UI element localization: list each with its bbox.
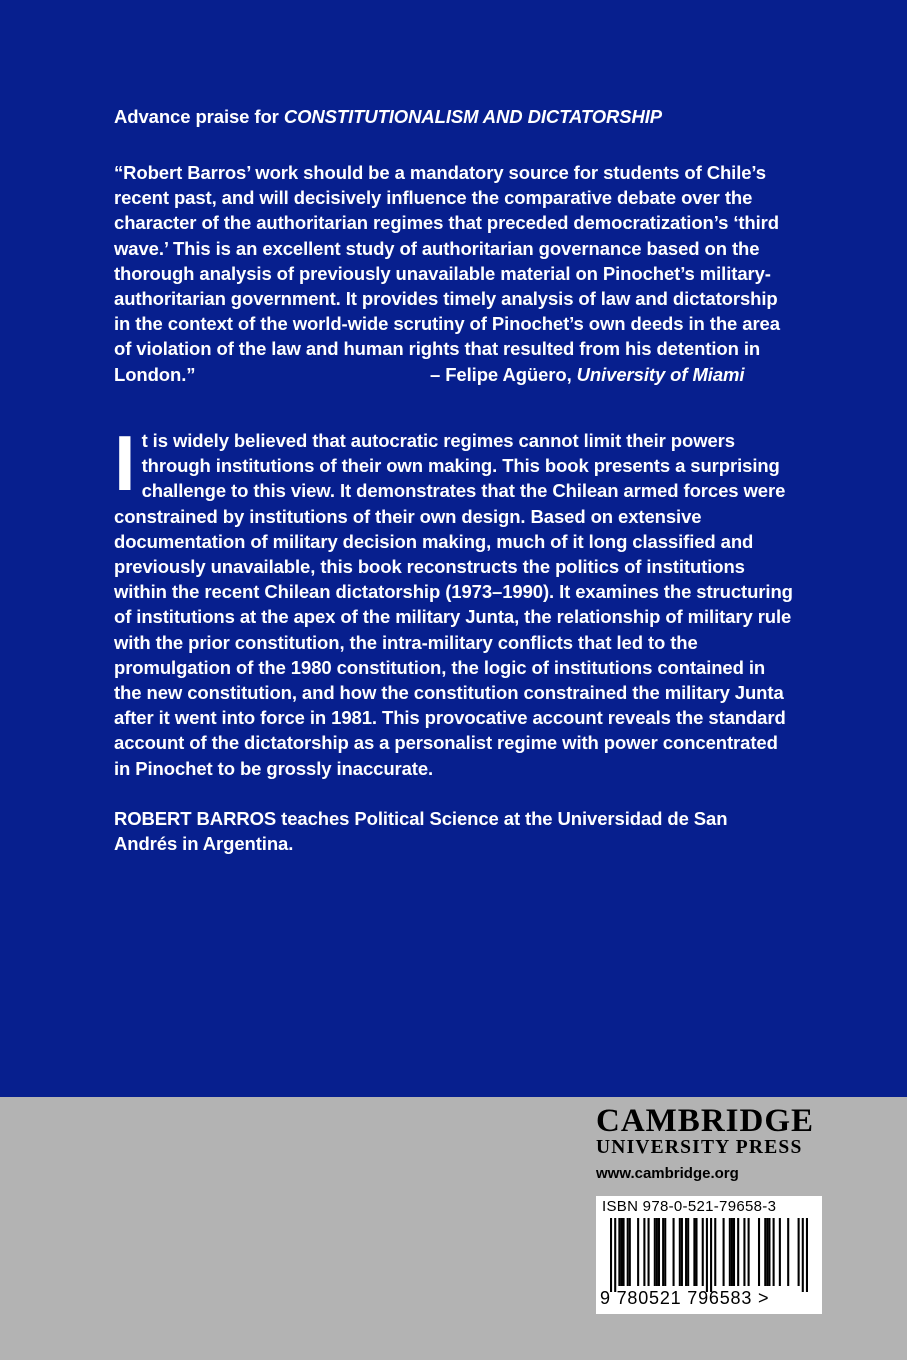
publisher-logo <box>596 1103 826 1185</box>
barcode-bar <box>637 1218 639 1286</box>
barcode-bar <box>610 1218 612 1292</box>
barcode-bar <box>643 1218 645 1286</box>
barcode-bar <box>618 1218 620 1286</box>
barcode-bar <box>748 1218 750 1286</box>
barcode-bar <box>693 1218 695 1286</box>
barcode-bar <box>658 1218 660 1286</box>
publisher-subname: UNIVERSITY PRESS <box>596 1137 803 1158</box>
publisher-url: www.cambridge.org <box>596 1165 739 1182</box>
barcode-bar <box>768 1218 770 1286</box>
barcode-bar <box>737 1218 739 1286</box>
barcode-bar <box>714 1218 716 1286</box>
barcode-bars <box>610 1218 808 1292</box>
barcode-bar <box>766 1218 768 1286</box>
barcode-bar <box>673 1218 675 1286</box>
barcode-bar <box>731 1218 733 1286</box>
barcode-bar <box>702 1218 704 1286</box>
barcode-bar <box>758 1218 760 1286</box>
barcode-bar <box>654 1218 656 1286</box>
author-bio: ROBERT BARROS teaches Political Science at the Universidad de San Andrés in Argentina. <box>114 808 728 855</box>
barcode-bar <box>779 1218 781 1286</box>
barcode-bar <box>729 1218 731 1286</box>
barcode-bar <box>695 1218 697 1286</box>
barcode-bar <box>764 1218 766 1286</box>
barcode-bar <box>679 1218 681 1286</box>
barcode-bar <box>648 1218 650 1286</box>
book-description: It is widely believed that autocratic regimes cannot limit their powers through institutions of their own making. This book presents a surprising challenge to this view. It demonstrates that the Chilean armed forces were constrained by institutions of their own design. Based on extensive documentation of military decision making, much of it long classified and previously unavailable, this book reconstructs the politics of institutions within the recent Chilean dictatorship (1973–1990). It examines the structuring of institutions at the apex of the military Junta, the relationship of military rule with the prior constitution, the intra-military conflicts that led to the promulgation of the 1980 constitution, the logic of institutions contained in the new constitution, and how the constitution constrained the military Junta after it went into force in 1981. This provocative account reveals the standard account of the dictatorship as a personalist regime with power concentrated in Pinochet to be grossly inaccurate. <box>114 419 793 779</box>
barcode-bar <box>620 1218 622 1286</box>
barcode-bar <box>710 1218 712 1292</box>
barcode-bar <box>787 1218 789 1286</box>
barcode-bar <box>656 1218 658 1286</box>
isbn-barcode <box>596 1196 822 1314</box>
barcode-bar <box>685 1218 687 1286</box>
publisher-name: CAMBRIDGE <box>596 1103 815 1139</box>
barcode-bar <box>733 1218 735 1286</box>
barcode-bar <box>629 1218 631 1286</box>
barcode-bar <box>623 1218 625 1286</box>
quote-attribution: – Felipe Agüero, University of Miami <box>430 364 745 385</box>
isbn-label: ISBN 978-0-521-79658-3 <box>602 1198 777 1215</box>
barcode-bar <box>687 1218 689 1286</box>
barcode-bar <box>706 1218 708 1292</box>
barcode-bar <box>614 1218 616 1292</box>
barcode-bar <box>627 1218 629 1286</box>
barcode-bar <box>664 1218 666 1286</box>
barcode-bar <box>798 1218 800 1286</box>
praise-heading: Advance praise for CONSTITUTIONALISM AND DICTATORSHIP <box>114 106 663 127</box>
barcode-digits: 9 780521 796583 > <box>600 1288 770 1308</box>
barcode-bar <box>806 1218 808 1292</box>
barcode-bar <box>681 1218 683 1286</box>
barcode-bar <box>662 1218 664 1286</box>
barcode-bar <box>802 1218 804 1292</box>
barcode-bar <box>743 1218 745 1286</box>
barcode-bar <box>773 1218 775 1286</box>
drop-cap: I <box>114 419 136 507</box>
barcode-bar <box>723 1218 725 1286</box>
review-quote: “Robert Barros’ work should be a mandatory source for students of Chile’s recent past, and will decisively influence the comparative debate over the character of the authoritarian regimes that preceded democratization’s ‘third wave.’ This is an excellent study of authoritarian governance based on the thorough analysis of previously unavailable material on Pinochet’s military-authoritarian government. It provides timely analysis of law and dictatorship in the context of the world-wide scrutiny of Pinochet’s own deeds in the area of violation of the law and human rights that resulted from his detention in London.” <box>114 162 780 385</box>
